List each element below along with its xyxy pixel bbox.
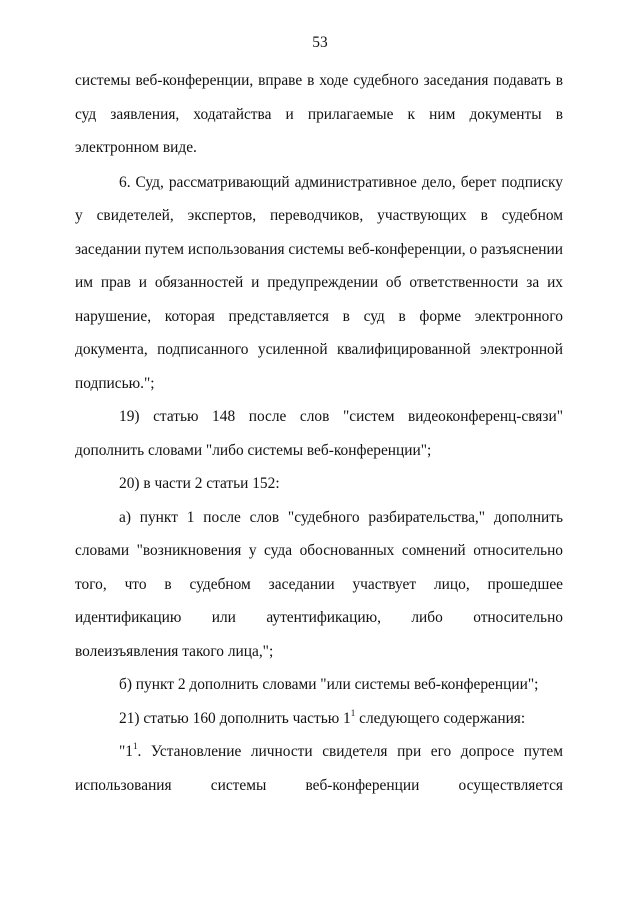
paragraph-item-20b: б) пункт 2 дополнить словами "или системы веб-конференции"; [119,676,539,693]
page-number: 53 [312,34,328,51]
document-body [75,64,563,802]
paragraph-item-19: 19) статью 148 после слов "систем видеоконференц-связи" дополнить словами "либо системы веб-конференции"; [75,408,563,459]
paragraph-item-20a: а) пункт 1 после слов "судебного разбирательства," дополнить словами "возникновения у суда обоснованных сомнений относительно того, что в судебном заседании участвует лицо, прошедшее идентификацию или аутентификацию, либо относительно волеизъявления такого лица,"; [75,508,563,660]
paragraph-item-6: 6. Суд, рассматривающий административное дело, берет подписку у свидетелей, экспертов, переводчиков, участвующих в судебном заседании путем использования системы веб-конференции, о разъяснении им прав и обязанностей и предупреждении об ответственности за их нарушение, которая представляется в суд в форме электронного документа, подписанного усиленной квалифицированной электронной подписью."; [75,173,563,392]
paragraph-item-1-1 [75,735,563,802]
item-1-1-superscript: 1 [132,741,138,751]
item-21-superscript: 1 [350,707,356,718]
item-1-1-text: . Установление личности свидетеля при его допросе путем использования системы веб-конференции осуществляется [75,743,563,794]
item-21-text: 21) статью 160 дополнить частью 1 [119,709,351,727]
paragraph-item-21 [75,702,563,736]
paragraph-item-20: 20) в части 2 статьи 152: [119,475,280,492]
item-1-1-open: "1 [119,743,133,760]
paragraph-continuation: системы веб-конференции, вправе в ходе судебного заседания подавать в суд заявления, ходатайства и прилагаемые к ним документы в электронном виде. [75,72,563,156]
item-21-text-end: следующего содержания: [355,709,526,727]
